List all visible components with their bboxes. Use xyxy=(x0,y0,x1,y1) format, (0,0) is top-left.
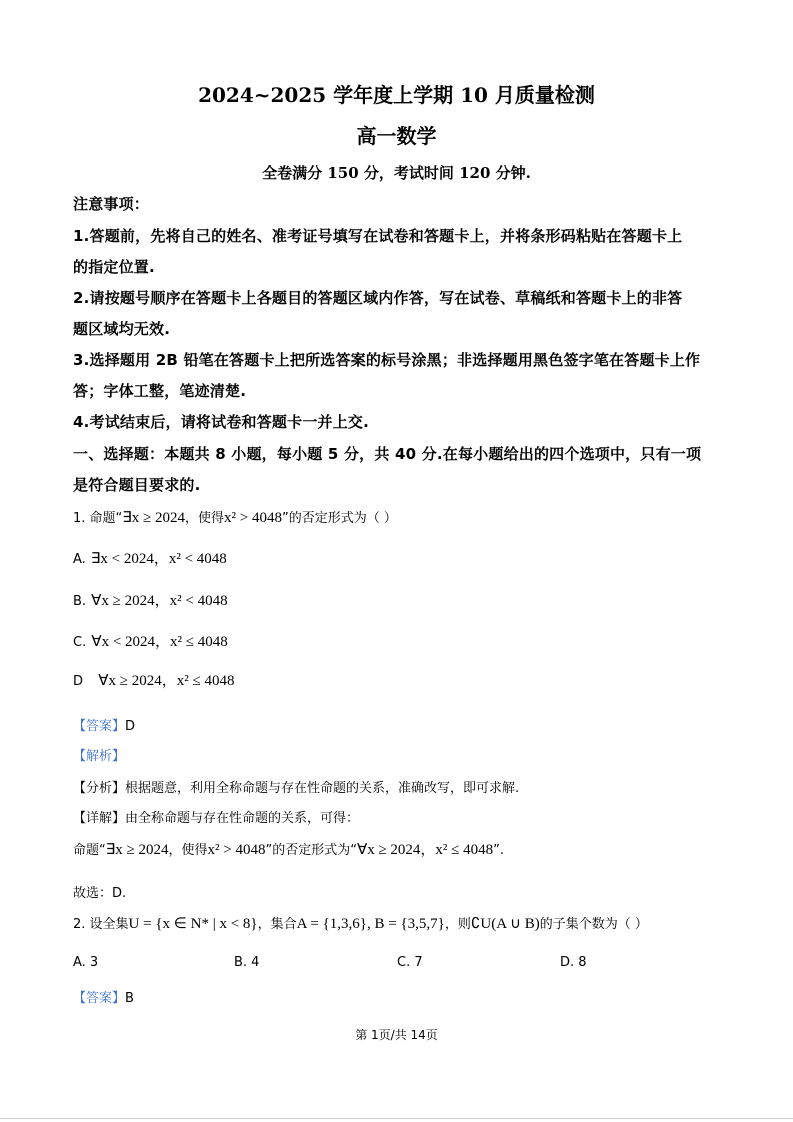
fenxi-text: 根据题意，利用全称命题与存在性命题的关系，准确改写，即可求解. xyxy=(125,781,520,796)
option-math: ∀x ≥ 2024，x² < 4048 xyxy=(91,593,228,609)
page-bottom-divider xyxy=(0,1118,793,1119)
q1-option-c xyxy=(73,630,228,651)
detail-text: 命题“ xyxy=(73,843,106,858)
question-2-stem xyxy=(73,913,648,933)
q2-stem-math: A = {1,3,6}, B = {3,5,7} xyxy=(296,916,445,932)
q2-option-c: C. 7 xyxy=(397,955,423,970)
q1-answer xyxy=(73,715,135,734)
q1-option-a xyxy=(73,547,227,568)
q1-option-b xyxy=(73,589,228,610)
notice-line: 2.请按题号顺序在答题卡上各题目的答题区域内作答，写在试卷、草稿纸和答题卡上的非答 xyxy=(73,289,683,307)
analysis-tag: 【解析】 xyxy=(73,749,126,764)
option-math: ∃x < 2024，x² < 4048 xyxy=(90,551,227,567)
q1-stem-text: ”的否定形式为（ ） xyxy=(281,511,397,526)
answer-tag: 【答案】 xyxy=(73,719,126,734)
notice-line: 1.答题前，先将自己的姓名、准考证号填写在试卷和答题卡上，并将条形码粘贴在答题卡上 xyxy=(73,227,683,245)
section-heading: 一、选择题：本题共 8 小题，每小题 5 分，共 40 分.在每小题给出的四个选项中，只有一项 xyxy=(73,445,702,463)
option-label: C. xyxy=(73,635,87,650)
q2-option-d: D. 8 xyxy=(560,955,587,970)
answer-tag: 【答案】 xyxy=(73,991,126,1006)
q2-stem-math: U = {x ∈ N* | x < 8} xyxy=(128,916,258,932)
option-math: ∀x < 2024，x² ≤ 4048 xyxy=(91,634,228,650)
exam-title: 2024~2025 学年度上学期 10 月质量检测 xyxy=(198,83,595,107)
notice-line: 4.考试结束后，请将试卷和答题卡一并上交. xyxy=(73,413,370,431)
q2-answer xyxy=(73,987,134,1006)
q2-stem-math: ∁U(A ∪ B) xyxy=(470,916,540,932)
fenxi-tag: 【分析】 xyxy=(73,781,126,796)
option-label: B. xyxy=(73,594,87,609)
option-label: A. xyxy=(73,552,86,567)
q1-stem-text: ，使得 xyxy=(185,511,225,526)
q1-fenxi xyxy=(73,777,519,796)
detail-text: ”. xyxy=(493,843,505,858)
q1-xiangjie xyxy=(73,807,359,826)
detail-math: ∃x ≥ 2024 xyxy=(105,842,169,858)
q2-stem-text: 2. 设全集 xyxy=(73,917,129,932)
q2-option-a: A. 3 xyxy=(73,955,99,970)
option-label: D xyxy=(73,674,84,689)
answer-value: D xyxy=(125,719,136,734)
q1-stem-math: x² > 4048 xyxy=(224,510,282,526)
section-heading-cont: 是符合题目要求的. xyxy=(73,476,201,494)
q2-stem-text: 的子集个数为（ ） xyxy=(539,917,648,932)
q1-detail xyxy=(73,838,504,859)
notice-line: 答；字体工整，笔迹清楚. xyxy=(73,382,247,400)
xiangjie-text: 由全称命题与存在性命题的关系，可得： xyxy=(125,811,360,826)
notice-line: 的指定位置. xyxy=(73,258,155,276)
q1-conclusion: 故选：D. xyxy=(73,886,127,901)
exam-info: 全卷满分 150 分，考试时间 120 分钟. xyxy=(262,164,531,182)
subject-title: 高一数学 xyxy=(356,124,437,148)
xiangjie-tag: 【详解】 xyxy=(73,811,126,826)
detail-text: ”的否定形式为“ xyxy=(265,843,357,858)
notice-line: 3.选择题用 2B 铅笔在答题卡上把所选答案的标号涂黑；非选择题用黑色签字笔在答题卡上作 xyxy=(73,351,701,369)
detail-math: x² > 4048 xyxy=(207,842,266,858)
q1-stem-text: 1. 命题“ xyxy=(73,511,123,526)
question-1-stem xyxy=(73,507,397,527)
detail-math: ∀x ≥ 2024，x² ≤ 4048 xyxy=(356,842,494,858)
q2-stem-text: ，则 xyxy=(444,917,471,932)
detail-text: ，使得 xyxy=(168,843,208,858)
option-math: ∀x ≥ 2024，x² ≤ 4048 xyxy=(98,673,235,689)
notice-line: 题区域均无效. xyxy=(73,320,171,338)
q1-option-d xyxy=(73,669,235,690)
q2-stem-text: ，集合 xyxy=(257,917,297,932)
q2-option-b: B. 4 xyxy=(234,955,260,970)
answer-value: B xyxy=(125,991,134,1006)
page-number: 第 1页/共 14页 xyxy=(355,1028,438,1042)
q1-stem-math: ∃x ≥ 2024 xyxy=(122,510,185,526)
notice-heading: 注意事项： xyxy=(73,195,150,213)
